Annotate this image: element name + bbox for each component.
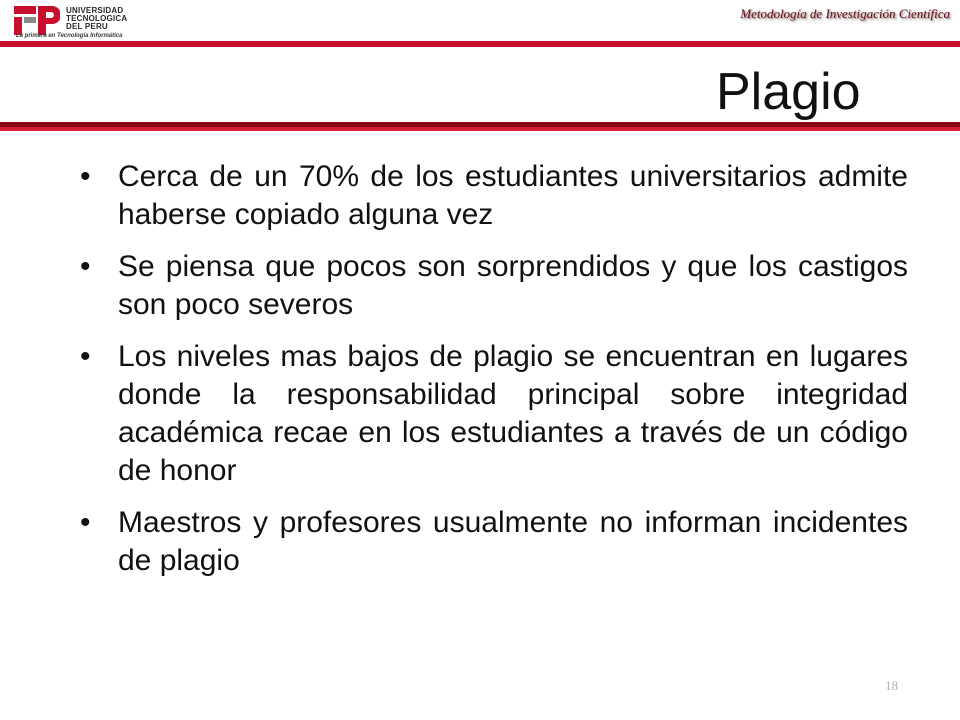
bullet-text: Se piensa que pocos son sorprendidos y que los castigos son poco severos: [118, 250, 908, 321]
title-divider-red: [0, 127, 960, 131]
bullet-dot-icon: •: [80, 250, 91, 283]
bullet-dot-icon: •: [80, 160, 91, 193]
bullet-item: [80, 504, 908, 580]
bullet-item: [80, 338, 908, 490]
bullet-list: [80, 158, 908, 594]
header-divider: [0, 41, 960, 47]
logo-text-line1: UNIVERSIDAD: [66, 6, 124, 15]
logo-text-line3: DEL PERU: [66, 22, 108, 31]
bullet-dot-icon: •: [80, 506, 91, 539]
bullet-dot-icon: •: [80, 340, 91, 373]
page-number: 18: [885, 678, 898, 693]
slide-title: Plagio: [716, 63, 861, 121]
logo-tagline: La primera en Tecnología Informática: [16, 33, 123, 39]
bullet-text: Maestros y profesores usualmente no informan incidentes de plagio: [118, 506, 908, 577]
bullet-text: Los niveles mas bajos de plagio se encuentran en lugares donde la responsabilidad principal sobre integridad académica recae en los estudiantes a través de un código de honor: [118, 340, 908, 487]
course-title: Metodología de Investigación Científica: [740, 6, 950, 21]
bullet-item: [80, 158, 908, 234]
logo-text-line2: TECNOLOGICA: [66, 14, 128, 23]
university-logo: [14, 4, 160, 38]
bullet-text: Cerca de un 70% de los estudiantes universitarios admite haberse copiado alguna vez: [118, 160, 908, 231]
bullet-item: [80, 248, 908, 324]
